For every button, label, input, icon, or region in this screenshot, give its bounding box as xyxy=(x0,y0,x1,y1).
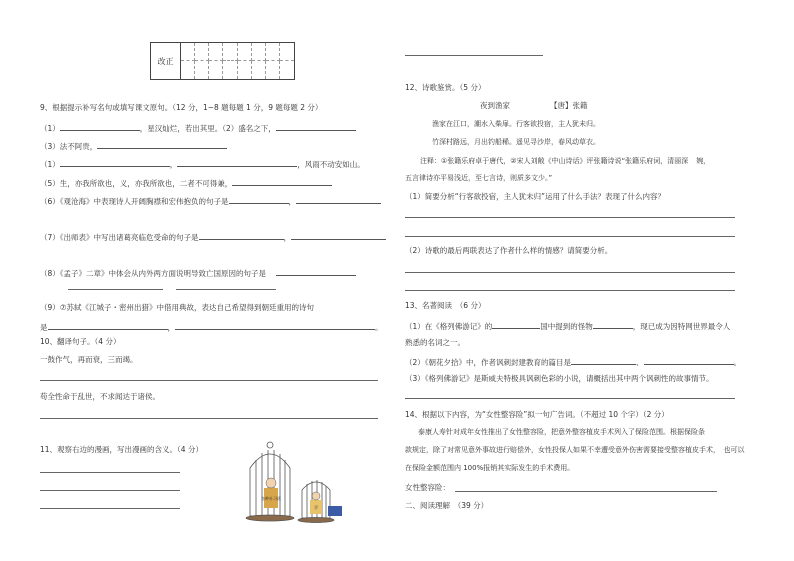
q13-s2: （2）《朝花夕拾》中，作者讽刺封建教育的篇目是 、 。 xyxy=(405,358,742,367)
q9-line6: （7）《出师表》中写出诸葛亮临危受命的句子是 ， xyxy=(40,231,386,242)
q14-label: 女性整容险： xyxy=(405,483,450,492)
q9-line5: （6）《观沧海》中表现诗人开阔胸襟和宏伟抱负的句子是 ， xyxy=(40,195,381,206)
q13-s3: （3）《格列佛游记》是斯威夫特极具讽刺色彩的小说，请概括出其中两个讽刺性的故事情节。 xyxy=(405,374,714,383)
q13-title: 13、名著阅读 （6 分） xyxy=(405,301,486,310)
poem-author: 【唐】张籍 xyxy=(550,101,588,110)
q14-title: 14、根据以下内容，为“女性整容险”拟一句广告词。（不超过 10 个字）（2 分） xyxy=(405,410,669,419)
q14-p1: 泰康人寿针对成年女性推出了女性整容险，把意外整容植皮手术列入了保险范围。根据保险条 xyxy=(418,428,705,436)
q9-line4: （5）生，亦我所欲也，义，亦我所欲也，二者不可得兼， xyxy=(40,177,332,188)
q9-line3: （1） ， ，风雨不动安如山。 xyxy=(40,160,365,169)
poem-note1: 注释：①张籍乐府卓于唐代，②宋人刘敞《中山诗话》评张籍诗说“张籍乐府词，清丽深 婉， xyxy=(420,157,711,165)
poem-title: 夜到渔家 xyxy=(480,101,510,110)
correction-label: 改正 xyxy=(151,43,181,79)
q10-sentence2: 苟全性命于乱世，不求闻达于诸侯。 xyxy=(40,392,160,401)
poem-line1: 渔家在江口，潮水入柴扉。行客欲投宿，主人犹未归。 xyxy=(432,120,600,128)
poem-line2: 竹深村路远，月出钓船稀。遥见寻沙岸，春风动草衣。 xyxy=(432,138,600,146)
q14-p3: 在保险金额范围内 100%报销其实际发生的手术费用。 xyxy=(405,464,575,472)
q13-s1-cont: 熟悉的名词之一。 xyxy=(405,338,465,347)
correction-grid xyxy=(150,42,295,80)
q12-sub2: （2）诗歌的最后两联表达了作者什么样的情感？请简要分析。 xyxy=(405,246,613,255)
q12-sub1: （1）简要分析“行客欲投宿，主人犹未归”运用了什么手法？表现了什么内容？ xyxy=(405,192,666,201)
poem-note2: 五言律诗亦平易浅近，至七言诗，则质多文少。” xyxy=(405,174,553,182)
q10-sentence1: 一鼓作气，再而衰，三而竭。 xyxy=(40,355,138,364)
q9-line8: （9）⑦苏轼《江城子・密州出猎》中借用典故，表达自己希望得到朝廷重用的诗句 xyxy=(40,303,314,312)
q9-title: 9、根据提示补写名句或填写课文原句。（12 分，1~8 题每题 1 分，9 题每题 2 分） xyxy=(40,103,323,112)
q9-line1: （1） ，星汉灿烂，若出其里。（2）盛名之下， xyxy=(40,122,356,133)
q9-line7: （8）《孟子》二章》中体会从内外两方面说明导致亡国原因的句子是 xyxy=(40,267,356,278)
q9-line8b: 是 ， 。 xyxy=(40,323,383,332)
q10-title: 10、翻译句子。（4 分） xyxy=(40,337,121,346)
cage1-label: 各种补习班 xyxy=(261,496,281,501)
section2-title: 二、阅读理解 （39 分） xyxy=(405,501,489,510)
q13-s1: （1）在《格列佛游记》的 国中提到的怪物 ，现已成为因特网世界最令人 xyxy=(405,322,731,331)
q14-p2: 款规定，除了对常见意外事故进行赔偿外，女性投保人如果不幸遭受意外伤害需要接受整容植皮手术， 也可以 xyxy=(405,446,745,454)
q12-title: 12、诗歌鉴赏。（5 分） xyxy=(405,83,486,92)
q11-title: 11、观察右边的漫画，写出漫画的含义。（4 分） xyxy=(40,445,203,454)
cartoon-illustration xyxy=(240,438,350,528)
cage2-label: 学 xyxy=(314,505,318,510)
q9-line2: （3）法不阿贵， xyxy=(40,140,227,151)
